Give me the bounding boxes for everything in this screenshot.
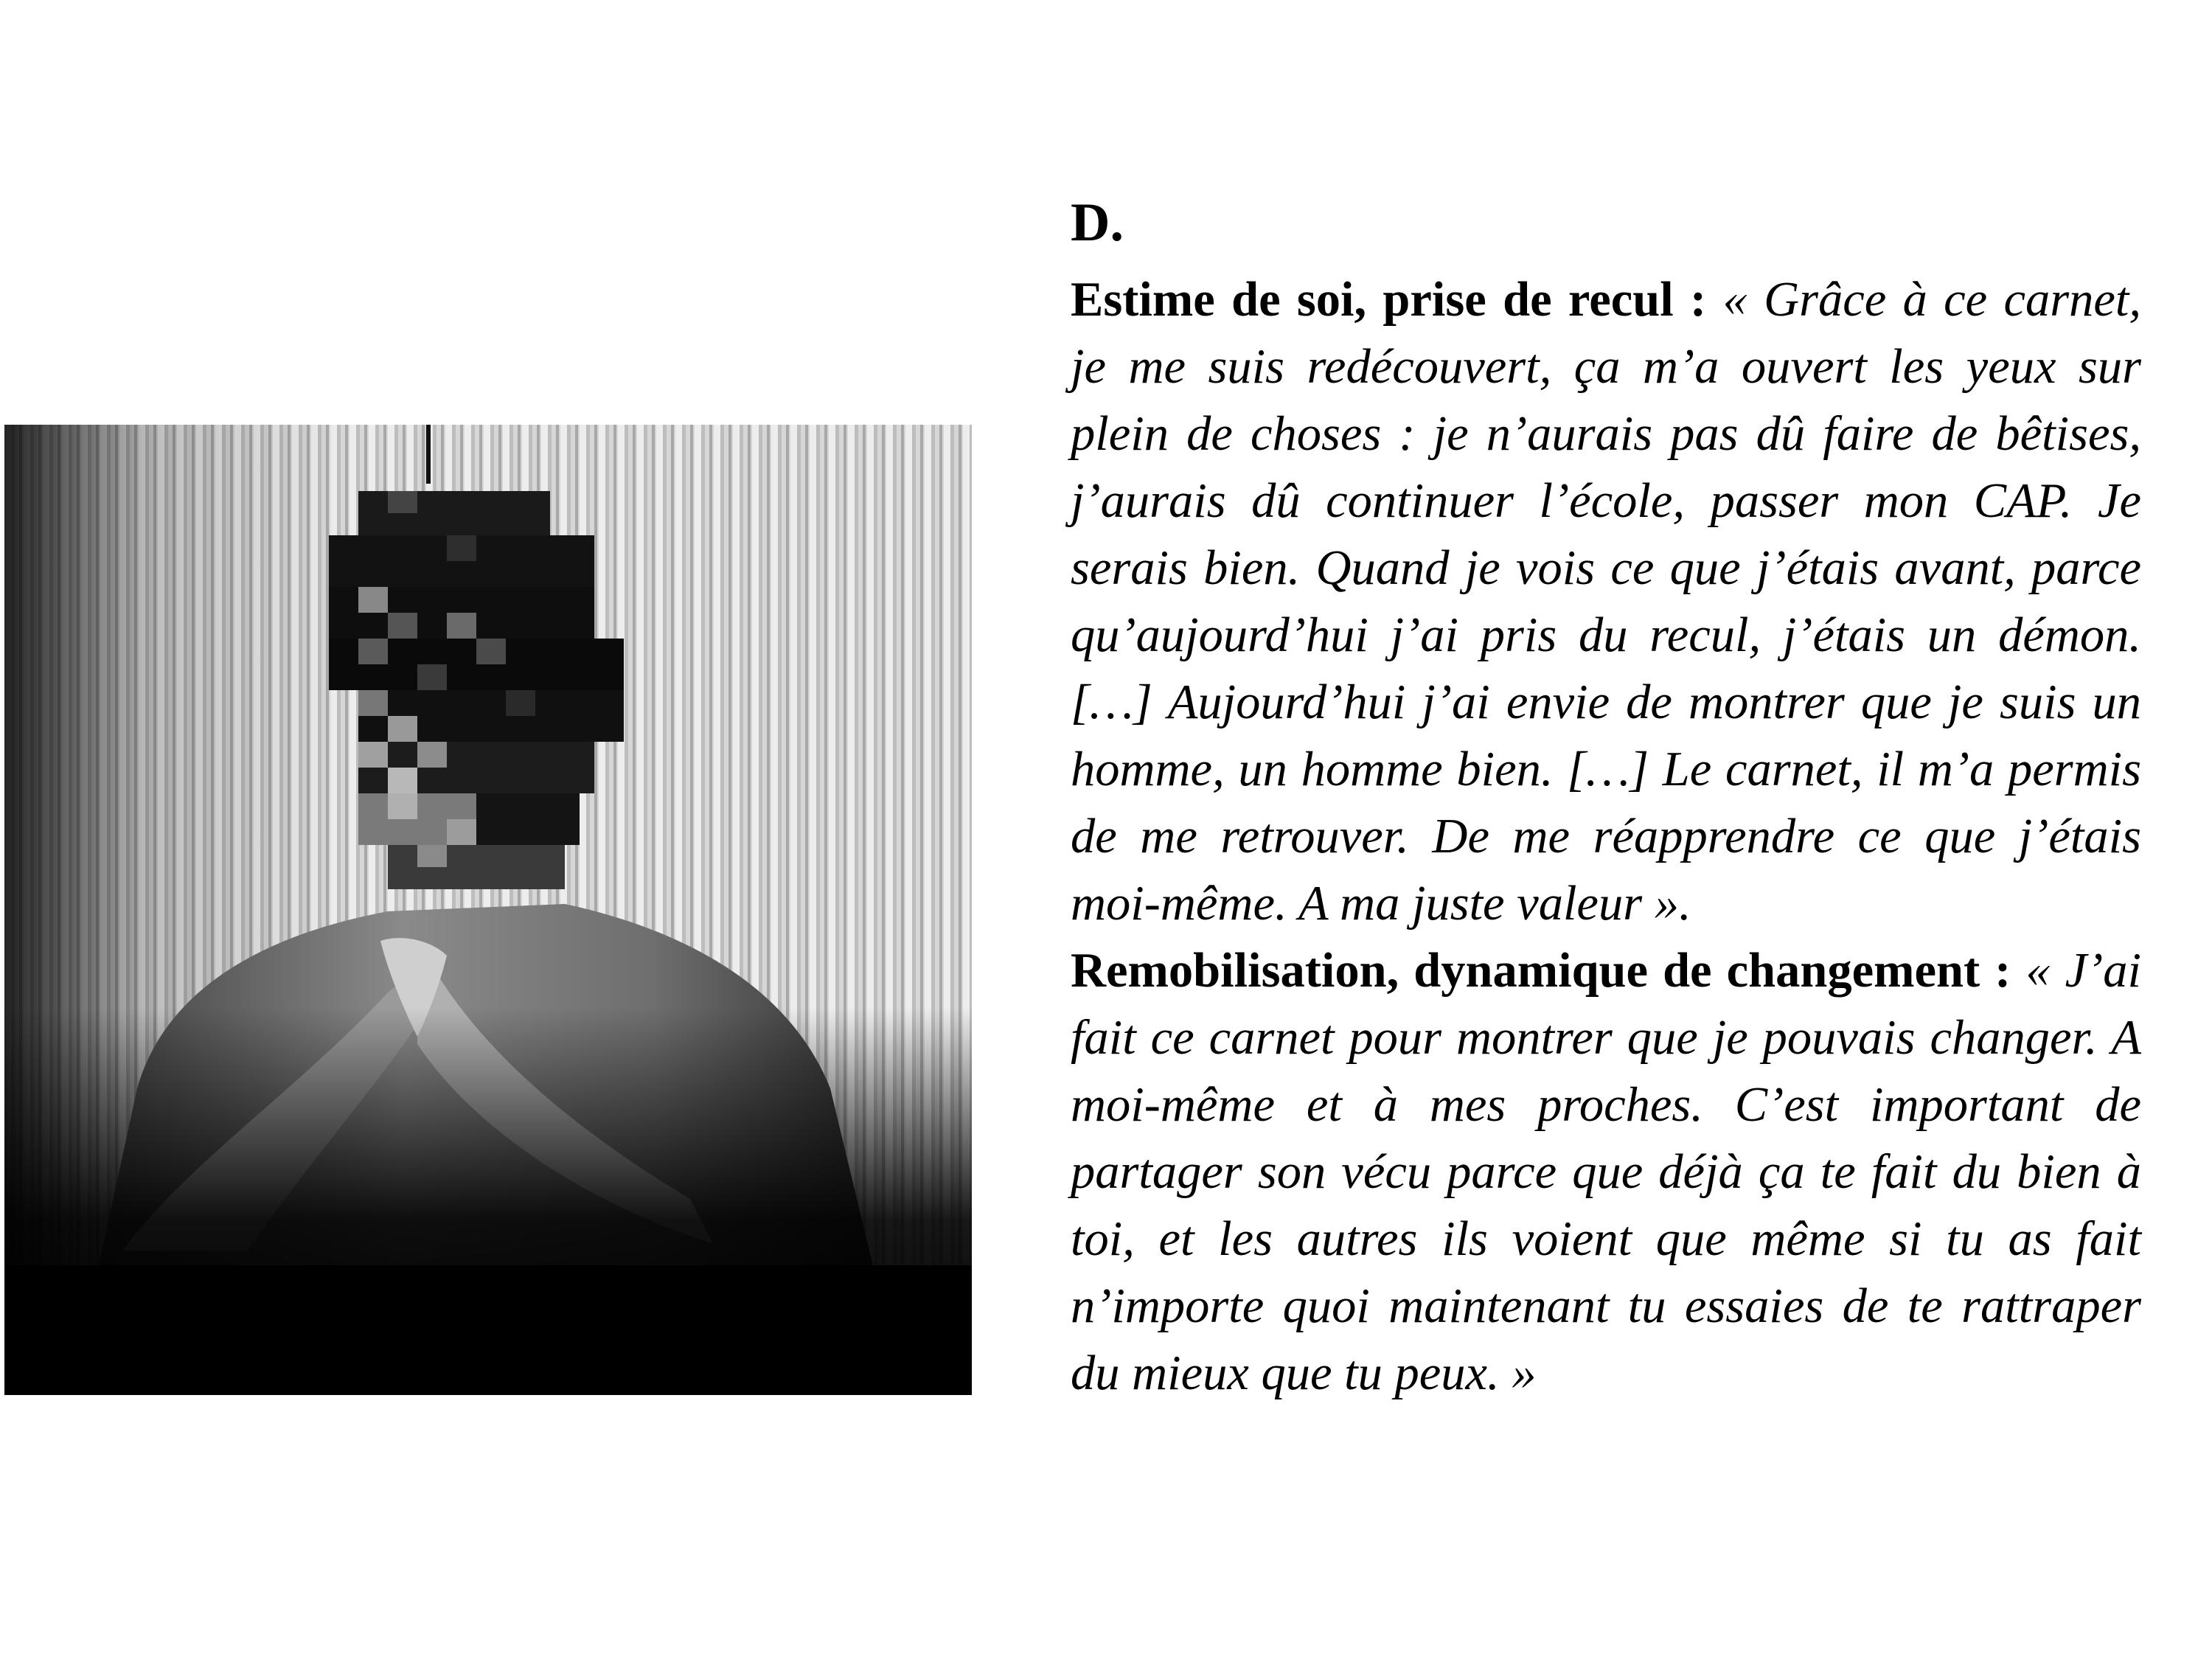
portrait-image bbox=[4, 425, 972, 1395]
section-letter: D. bbox=[1071, 192, 1124, 253]
portrait-photo bbox=[4, 425, 972, 1395]
paragraph-quote: « J’ai fait ce carnet pour montrer que je pouvais changer. A moi-même et à mes proches. C’est important de partager son vécu parce que déjà ça te fait du bien à toi, et les autres ils voient que même si tu as fait n’importe quoi maintenant tu essaies de te rattraper du mieux que tu peux. » bbox=[1071, 944, 2142, 1401]
paragraph-label: Remobilisation, dynamique de changement : bbox=[1071, 944, 2011, 998]
paragraph-self-esteem bbox=[1071, 266, 2141, 937]
dark-foreground bbox=[4, 1265, 972, 1395]
text-column bbox=[1071, 193, 2141, 1407]
paragraph-remobilisation bbox=[1071, 937, 2141, 1407]
paragraph-quote: « Grâce à ce carnet, je me suis redécouvert, ça m’a ouvert les yeux sur plein de choses : je n’aurais pas dû faire de bêtises, j’aurais dû continuer l’école, passer mon CAP. Je serais bien. Quand je vois ce que j’étais avant, parce qu’aujourd’hui j’ai pris du recul, j’étais un démon. […] Aujourd’hui j’ai envie de montrer que je suis un homme, un homme bien. […] Le carnet, il m’a permis de me retrouver. De me réapprendre ce que j’étais moi-même. A ma juste valeur ». bbox=[1071, 273, 2141, 931]
paragraph-label: Estime de soi, prise de recul : bbox=[1071, 273, 1707, 327]
